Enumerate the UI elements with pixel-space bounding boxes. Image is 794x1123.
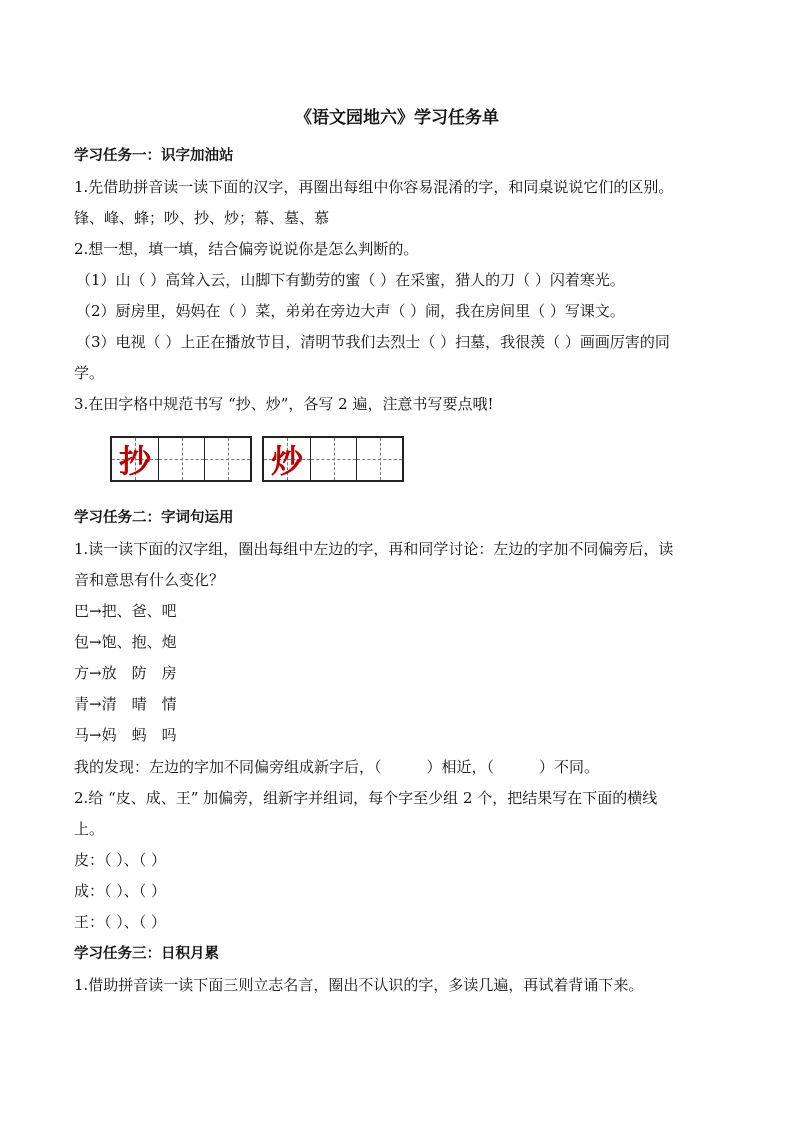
task2-q2-line2: 上。 [74, 820, 105, 838]
char-group: 青→清 晴 情 [74, 695, 177, 713]
grid-cell-blank[interactable] [310, 438, 356, 480]
task1-q1-chars: 锋、峰、蜂；吵、抄、炒；幕、墓、慕 [74, 209, 330, 227]
model-character: 抄 [118, 442, 151, 480]
char-group: 马→妈 蚂 吗 [74, 726, 177, 744]
page-title: 《语文园地六》学习任务单 [295, 108, 499, 128]
task3-q1: 1.借助拼音读一读下面三则立志名言，圈出不认识的字，多读几遍，再试着背诵下来。 [74, 976, 644, 994]
model-character: 炒 [270, 442, 303, 480]
grid-cell-model [112, 438, 158, 480]
task1-q2-item-3: （3）电视（ ）上正在播放节目，清明节我们去烈士（ ）扫墓，我很羡（ ）画画厉害的同 [76, 333, 670, 351]
task2-q1-line1: 1.读一读下面的汉字组，圈出每组中左边的字，再和同学讨论：左边的字加不同偏旁后，读 [74, 540, 674, 558]
grid-cell-blank[interactable] [204, 438, 250, 480]
answer-line: 成：（ ）、（ ） [74, 882, 167, 900]
task2-q1-line2: 音和意思有什么变化？ [74, 571, 225, 589]
task1-q2-item-2: （2）厨房里，妈妈在（ ）菜，弟弟在旁边大声（ ）闹，我在房间里（ ）写课文。 [76, 302, 625, 320]
grid-cell-blank[interactable] [356, 438, 402, 480]
task1-q2: 2.想一想，填一填，结合偏旁说说你是怎么判断的。 [74, 240, 419, 258]
writing-grid-chao-fire [262, 436, 404, 482]
task1-heading: 学习任务一：识字加油站 [74, 148, 234, 164]
answer-line: 王：（ ）、（ ） [74, 913, 167, 931]
grid-cell-model [264, 438, 310, 480]
discovery-line: 我的发现：左边的字加不同偏旁组成新字后，（ ）相近，（ ）不同。 [74, 758, 600, 776]
task1-q1: 1.先借助拼音读一读下面的汉字，再圈出每组中你容易混淆的字，和同桌说说它们的区别。 [74, 178, 674, 196]
grid-cell-blank[interactable] [158, 438, 204, 480]
task1-q2-item-3-cont: 学。 [74, 364, 105, 382]
task1-q3: 3.在田字格中规范书写 “抄、炒”，各写 2 遍，注意书写要点哦! [74, 395, 494, 413]
char-group: 包→饱、抱、炮 [74, 633, 177, 651]
task2-heading: 学习任务二：字词句运用 [74, 510, 234, 526]
task2-q2-line1: 2.给 “皮、成、王” 加偏旁，组新字并组词，每个字至少组 2 个，把结果写在下面的横线 [74, 789, 658, 807]
task3-heading: 学习任务三：日积月累 [74, 946, 219, 962]
answer-line: 皮：（ ）、（ ） [74, 851, 167, 869]
char-group: 方→放 防 房 [74, 664, 177, 682]
char-group: 巴→把、爸、吧 [74, 602, 177, 620]
writing-grid-chao [110, 436, 252, 482]
task1-q2-item-1: （1）山（ ）高耸入云，山脚下有勤劳的蜜（ ）在采蜜，猎人的刀（ ）闪着寒光。 [76, 271, 625, 289]
